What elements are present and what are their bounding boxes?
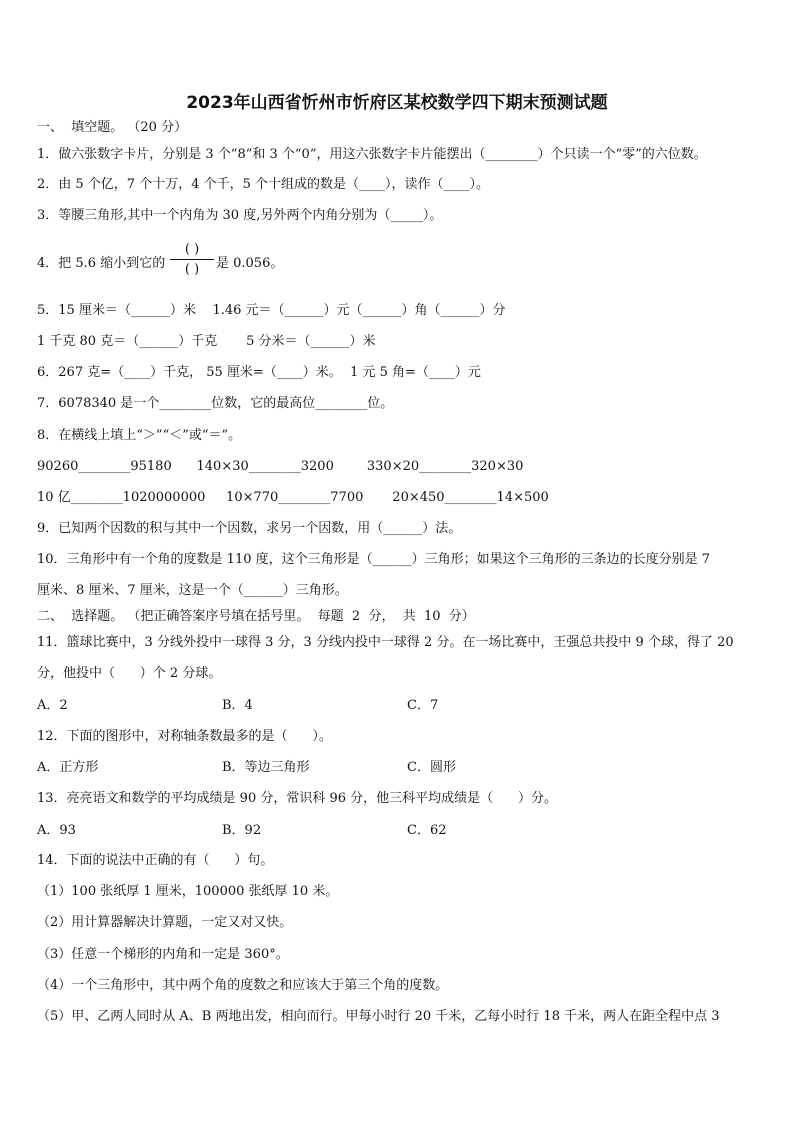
option-b: B．92 <box>222 823 262 838</box>
question-8-row-2: 10 亿________1020000000 10×770________7700 20×450________14×500 <box>37 490 549 505</box>
fraction-bar <box>170 259 214 260</box>
question-14: 14．下面的说法中正确的有（ ）句。 <box>37 853 274 868</box>
section-heading-fill-blank: 一、 填空题。 （20 分） <box>37 120 188 135</box>
option-a: A．正方形 <box>37 760 99 775</box>
question-4-text: 4．把 5.6 缩小到它的 <box>37 256 166 271</box>
question-8: 8．在横线上填上“＞”“＜”或“＝”。 <box>37 428 242 443</box>
question-10-line-2: 厘米、8 厘米、7 厘米，这是一个（______）三角形。 <box>37 583 348 598</box>
option-a: A．2 <box>37 698 68 713</box>
question-8-row-1: 90260________95180 140×30________3200 330×20________320×30 <box>37 459 524 474</box>
question-4-tail: 是 0.056。 <box>216 256 284 271</box>
question-14-statement-5: （5）甲、乙两人同时从 A、B 两地出发，相向而行。甲每小时行 20 千米，乙每小时行 18 千米，两人在距全程中点 3 <box>37 1009 720 1024</box>
question-14-statement-2: （2）用计算器解决计算题，一定又对又快。 <box>37 915 293 930</box>
option-c: C．7 <box>407 698 439 713</box>
question-2: 2．由 5 个亿，7 个十万，4 个千，5 个十组成的数是（____），读作（____）。 <box>37 177 490 192</box>
question-5-line-2: 1 千克 80 克＝（______）千克 5 分米＝（______）米 <box>37 334 376 349</box>
fraction-denominator: ( ) <box>184 262 200 277</box>
question-14-statement-1: （1）100 张纸厚 1 厘米，100000 张纸厚 10 米。 <box>37 884 339 899</box>
question-3: 3．等腰三角形,其中一个内角为 30 度,另外两个内角分别为（_____）。 <box>37 208 443 223</box>
question-11-line-1: 11．篮球比赛中，3 分线外投中一球得 3 分，3 分线内投中一球得 2 分。在一场比赛中，王强总共投中 9 个球，得了 20 <box>37 635 734 650</box>
question-4-fraction <box>170 241 214 278</box>
question-10-line-1: 10．三角形中有一个角的度数是 110 度，这个三角形是（______）三角形；如果这个三角形的三条边的长度分别是 7 <box>37 552 711 567</box>
question-9: 9．已知两个因数的积与其中一个因数，求另一个因数，用（______）法。 <box>37 521 462 536</box>
question-13: 13．亮亮语文和数学的平均成绩是 90 分，常识科 96 分，他三科平均成绩是（ ）分。 <box>37 791 557 806</box>
question-1: 1．做六张数字卡片，分别是 3 个“8”和 3 个“0”，用这六张数字卡片能摆出（________）个只读一个“零”的六位数。 <box>37 147 707 162</box>
question-6: 6．267 克=（____）千克， 55 厘米=（____）米。 1 元 5 角=（____）元 <box>37 365 481 380</box>
question-5-line-1: 5．15 厘米＝（______）米 1.46 元＝（______）元（______）角（______）分 <box>37 303 506 318</box>
option-c: C．圆形 <box>407 760 456 775</box>
question-14-statement-4: （4）一个三角形中，其中两个角的度数之和应该大于第三个角的度数。 <box>37 978 449 993</box>
question-7: 7．6078340 是一个________位数，它的最高位________位。 <box>37 396 394 411</box>
option-b: B．4 <box>222 698 253 713</box>
question-12: 12．下面的图形中，对称轴条数最多的是（ ）。 <box>37 729 332 744</box>
page-title: 2023年山西省忻州市忻府区某校数学四下期末预测试题 <box>186 93 608 113</box>
option-b: B．等边三角形 <box>222 760 310 775</box>
fraction-numerator: ( ) <box>184 242 200 257</box>
option-a: A．93 <box>37 823 76 838</box>
section-heading-choice: 二、 选择题。 （把正确答案序号填在括号里。 每题 2 分， 共 10 分） <box>37 609 475 624</box>
option-c: C．62 <box>407 823 447 838</box>
question-14-statement-3: （3）任意一个梯形的内角和一定是 360°。 <box>37 947 289 962</box>
question-11-line-2: 分，他投中（ ）个 2 分球。 <box>37 666 222 681</box>
